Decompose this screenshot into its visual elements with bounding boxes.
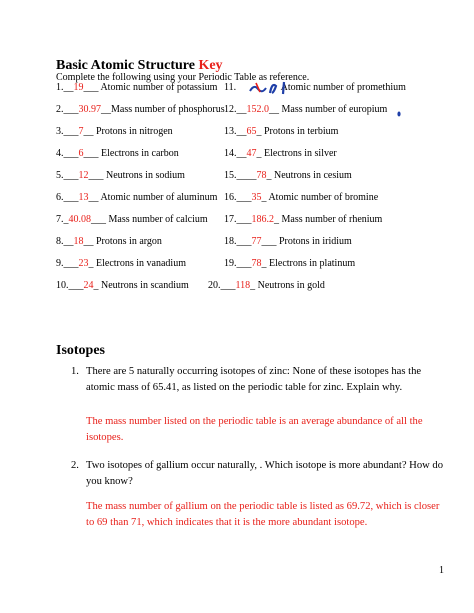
question-6: 6.___13__ Atomic number of aluminum xyxy=(56,192,218,203)
question-7: 7._40.08___ Mass number of calcium xyxy=(56,214,208,225)
question-11: 11. Atomic number of promethium xyxy=(224,82,406,93)
question-20: 20.___118_ Neutrons in gold xyxy=(208,280,325,291)
question-text: Two isotopes of gallium occur naturally, . Which isotope is more abundant? How do you know? xyxy=(86,460,444,487)
page-number: 1 xyxy=(439,565,444,576)
question-16: 16.___35_ Atomic number of bromine xyxy=(224,192,379,203)
isotopes-heading: Isotopes xyxy=(56,343,106,358)
question-number: 1. xyxy=(71,366,79,377)
question-10: 10.___24_ Neutrons in scandium xyxy=(56,280,189,291)
question-number: 2. xyxy=(71,460,79,471)
isotopes-answer-2: The mass number of gallium on the periodic table is listed as 69.72, which is closer to 69 than 71, which indicates that it is the more abundant isotope. xyxy=(86,501,440,528)
question-2: 2.___30.97__Mass number of phosphorus xyxy=(56,104,225,115)
scribble-mark xyxy=(248,80,294,96)
question-4: 4.___6___ Electrons in carbon xyxy=(56,148,179,159)
title-key: Key xyxy=(198,58,223,73)
isotopes-question-2 xyxy=(71,458,451,494)
question-text: There are 5 naturally occurring isotopes of zinc: None of these isotopes has the atomic mass of 65.41, as listed on the periodic table for zinc. Explain why. xyxy=(86,366,422,393)
isotopes-question-1 xyxy=(71,364,451,414)
instructions: Complete the following using your Periodic Table as reference. xyxy=(56,72,310,83)
question-12: 12.__152.0__ Mass number of europium xyxy=(224,104,388,115)
title-text: Basic Atomic Structure xyxy=(56,58,195,73)
question-18: 18.___77___ Protons in iridium xyxy=(224,236,352,247)
question-5: 5.___12___ Neutrons in sodium xyxy=(56,170,185,181)
ink-dot xyxy=(396,110,402,118)
question-3: 3.___7__ Protons in nitrogen xyxy=(56,126,173,137)
question-1: 1.__19___ Atomic number of potassium xyxy=(56,82,218,93)
question-13: 13.__65_ Protons in terbium xyxy=(224,126,339,137)
isotopes-answer-1: The mass number listed on the periodic table is an average abundance of all the isotopes. xyxy=(86,416,423,443)
question-19: 19.___78_ Electrons in platinum xyxy=(224,258,356,269)
question-17: 17.___186.2_ Mass number of rhenium xyxy=(224,214,383,225)
question-8: 8.__18__ Protons in argon xyxy=(56,236,162,247)
question-14: 14.__47_ Electrons in silver xyxy=(224,148,337,159)
question-9: 9.___23_ Electrons in vanadium xyxy=(56,258,186,269)
question-15: 15.____78_ Neutrons in cesium xyxy=(224,170,352,181)
